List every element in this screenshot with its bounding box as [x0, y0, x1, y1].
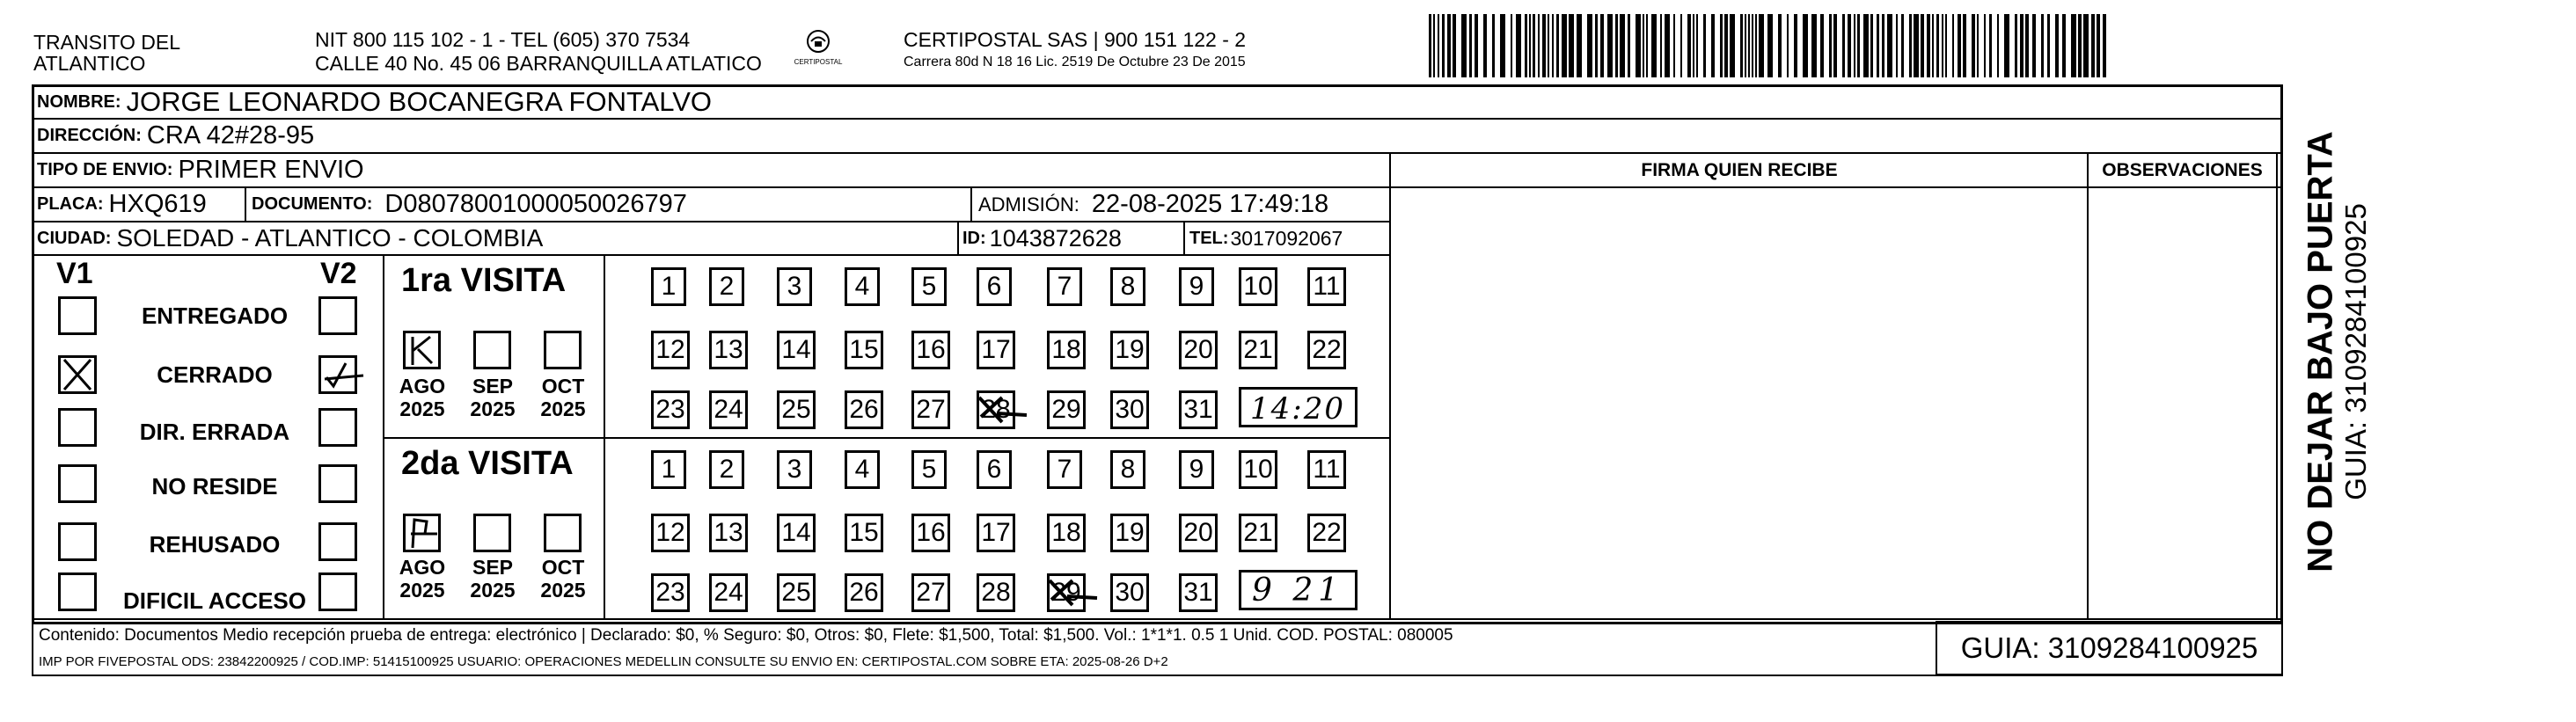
barcode-bar [1909, 14, 1912, 77]
barcode-bar [1651, 14, 1657, 77]
handwritten-check-icon [319, 358, 372, 393]
day-box-30[interactable]: 30 [1110, 390, 1149, 429]
month-checkbox-oct[interactable] [544, 331, 582, 369]
day-box-22[interactable]: 22 [1307, 514, 1346, 552]
barcode-bar [1952, 14, 1954, 77]
col-divider [2087, 152, 2089, 620]
barcode-bar [1724, 14, 1728, 77]
day-box-2[interactable]: 2 [709, 267, 744, 306]
col-divider [2276, 152, 2278, 620]
certipostal-logo-text: CERTIPOSTAL [794, 58, 843, 66]
admision-label: ADMISIÓN: [978, 193, 1079, 215]
handwritten-mark-icon [976, 390, 1028, 429]
barcode-bar [1429, 14, 1431, 77]
barcode-bar [1620, 14, 1625, 77]
first-visit-title: 1ra VISITA [401, 262, 567, 299]
direccion-row [37, 120, 314, 152]
placa-value: HXQ619 [108, 190, 207, 218]
status-label: ENTREGADO [141, 303, 289, 329]
barcode-bar [1748, 14, 1750, 77]
x-mark-icon [61, 358, 94, 391]
day-box-29[interactable]: 29 [1047, 573, 1086, 612]
col-divider [1389, 152, 1391, 620]
day-box-26[interactable]: 26 [845, 573, 883, 612]
day-box-28[interactable]: 28 [977, 390, 1015, 429]
barcode-bar [2097, 14, 2100, 77]
day-box-5[interactable]: 5 [911, 450, 947, 489]
barcode-bar [1525, 14, 1527, 77]
barcode-bar [1857, 14, 1860, 77]
day-box-10[interactable]: 10 [1239, 267, 1277, 306]
footer-bottom-line [32, 675, 2283, 676]
day-box-9[interactable]: 9 [1179, 267, 1214, 306]
footer-guia: GUIA: 3109284100925 [1960, 631, 2258, 664]
barcode-bar [1778, 14, 1782, 77]
certipostal-info [904, 28, 1246, 73]
day-box-6[interactable]: 6 [977, 450, 1012, 489]
barcode-bar [1665, 14, 1670, 77]
day-box-18[interactable]: 18 [1047, 514, 1086, 552]
barcode-bar [1932, 14, 1934, 77]
day-box-31[interactable]: 31 [1179, 390, 1218, 429]
day-box-23[interactable]: 23 [651, 573, 690, 612]
address-line: CALLE 40 No. 45 06 BARRANQUILLA ATLATICO [315, 52, 762, 75]
tipo-envio-label: TIPO DE ENVIO: [37, 160, 173, 179]
barcode-bar [1433, 14, 1435, 77]
certipostal-logo [787, 26, 849, 69]
barcode-bar [2025, 14, 2029, 77]
documento-label: DOCUMENTO: [252, 194, 373, 214]
barcode-bar [1833, 14, 1837, 77]
imp-line: IMP POR FIVEPOSTAL ODS: 23842200925 / COD.IMP: 51415100925 USUARIO: OPERACIONES MEDELLIN CONSULTE SU ENVIO EN: CERTIPOSTAL.COM SOBRE ETA: 2025-08-26 D+2 [39, 654, 1168, 669]
day-box-18[interactable]: 18 [1047, 331, 1086, 369]
tipo-envio-value: PRIMER ENVIO [178, 156, 364, 184]
barcode-bar [1660, 14, 1662, 77]
barcode-bar [1963, 14, 1966, 77]
barcode-bar [1787, 14, 1789, 77]
col-divider [957, 221, 959, 254]
barcode-bar [1442, 14, 1445, 77]
v2-checkbox[interactable] [318, 522, 357, 561]
barcode-bar [2055, 14, 2059, 77]
barcode-bar [1958, 14, 1961, 77]
barcode-bar [1829, 14, 1832, 77]
barcode [1427, 14, 2115, 77]
day-box-26[interactable]: 26 [845, 390, 883, 429]
barcode-bar [1901, 14, 1904, 77]
day-box-20[interactable]: 20 [1179, 514, 1218, 552]
first-visit-time: 14:20 [1250, 391, 1345, 427]
barcode-bar [1469, 14, 1472, 77]
month-label [537, 375, 589, 420]
barcode-bar [2062, 14, 2066, 77]
month-label [466, 375, 519, 420]
documento-cell [252, 188, 687, 221]
day-box-7[interactable]: 7 [1047, 267, 1082, 306]
day-box-21[interactable]: 21 [1239, 331, 1277, 369]
barcode-bar [1643, 14, 1644, 77]
first-visit-time-box[interactable] [1239, 387, 1358, 427]
month-year: 2025 [540, 397, 586, 420]
month-checkbox-ago-checked[interactable] [403, 331, 441, 369]
status-label: DIR. ERRADA [139, 419, 290, 445]
tel-value: 3017092067 [1230, 226, 1343, 250]
month-name: OCT [541, 375, 585, 397]
barcode-bar [1542, 14, 1546, 77]
barcode-bar [1740, 14, 1743, 77]
barcode-bar [1972, 14, 1975, 77]
placa-label: PLACA: [37, 194, 104, 214]
barcode-bar [1887, 14, 1892, 77]
barcode-bar [1977, 14, 1979, 77]
v1-label: V1 [56, 257, 93, 290]
barcode-bar [1848, 14, 1851, 77]
day-box-15[interactable]: 15 [845, 514, 883, 552]
id-value: 1043872628 [989, 224, 1122, 252]
barcode-bar [1945, 14, 1947, 77]
day-box-19[interactable]: 19 [1110, 514, 1149, 552]
barcode-bar [1587, 14, 1592, 77]
v2-checkbox[interactable] [318, 572, 357, 611]
ciudad-value: SOLEDAD - ATLANTICO - COLOMBIA [116, 224, 544, 252]
resolution-line: Carrera 80d N 18 16 Lic. 2519 De Octubre 23 De 2015 [904, 55, 1246, 69]
barcode-bar [1595, 14, 1598, 77]
barcode-bar [1500, 14, 1505, 77]
day-box-25[interactable]: 25 [777, 573, 816, 612]
company-name-line1: TRANSITO DEL [33, 31, 180, 54]
barcode-bar [1854, 14, 1855, 77]
second-visit-time-box[interactable] [1239, 570, 1358, 610]
barcode-bar [1989, 14, 1992, 77]
documento-value: D08078001000050026797 [384, 190, 687, 218]
barcode-bar [1492, 14, 1495, 77]
day-box-20[interactable]: 20 [1179, 331, 1218, 369]
barcode-bar [2047, 14, 2050, 77]
barcode-bar [1767, 14, 1773, 77]
month-name: AGO [399, 556, 446, 579]
barcode-bar [1820, 14, 1824, 77]
barcode-bar [1461, 14, 1467, 77]
v2-checkbox-checked[interactable] [318, 355, 357, 394]
barcode-bar [1693, 14, 1694, 77]
nombre-label: NOMBRE: [37, 91, 121, 112]
barcode-bar [1730, 14, 1735, 77]
handwritten-mark-icon [1046, 573, 1099, 612]
barcode-bar [1720, 14, 1723, 77]
id-label: ID: [962, 228, 986, 248]
month-year: 2025 [470, 397, 516, 420]
day-box-4[interactable]: 4 [845, 267, 880, 306]
barcode-bar [1453, 14, 1456, 77]
barcode-bar [2015, 14, 2017, 77]
barcode-bar [1673, 14, 1675, 77]
barcode-bar [1870, 14, 1873, 77]
day-box-31[interactable]: 31 [1179, 573, 1218, 612]
month-year: 2025 [399, 579, 445, 602]
day-box-8[interactable]: 8 [1110, 450, 1145, 489]
col-divider [970, 186, 972, 221]
day-box-17[interactable]: 17 [977, 331, 1015, 369]
day-box-30[interactable]: 30 [1110, 573, 1149, 612]
barcode-bar [1562, 14, 1567, 77]
month-name: AGO [399, 375, 446, 397]
barcode-bar [2020, 14, 2023, 77]
barcode-bar [1552, 14, 1554, 77]
v2-checkbox[interactable] [318, 408, 357, 447]
day-box-17[interactable]: 17 [977, 514, 1015, 552]
day-box-4[interactable]: 4 [845, 450, 880, 489]
col-divider [245, 186, 246, 221]
day-box-15[interactable]: 15 [845, 331, 883, 369]
placa-cell [37, 188, 207, 221]
barcode-bar [1577, 14, 1582, 77]
second-visit-time: 9 21 [1252, 572, 1344, 609]
barcode-bar [1447, 14, 1451, 77]
footer-left-line [32, 618, 33, 676]
day-box-5[interactable]: 5 [911, 267, 947, 306]
day-box-19[interactable]: 19 [1110, 331, 1149, 369]
month-label [466, 556, 519, 602]
barcode-bar [1538, 14, 1540, 77]
barcode-bar [1863, 14, 1869, 77]
barcode-bar [1842, 14, 1845, 77]
tipo-envio-row [37, 154, 364, 186]
barcode-bar [1811, 14, 1817, 77]
barcode-bar [1703, 14, 1706, 77]
month-name: SEP [472, 556, 514, 579]
barcode-bar [2004, 14, 2009, 77]
ciudad-cell [37, 222, 543, 254]
v2-checkbox[interactable] [318, 464, 357, 503]
barcode-bar [1896, 14, 1898, 77]
month-checkbox-sep[interactable] [473, 331, 511, 369]
barcode-bar [1882, 14, 1884, 77]
month-year: 2025 [540, 579, 586, 602]
barcode-bar [1997, 14, 1999, 77]
admision-value: 22-08-2025 17:49:18 [1091, 190, 1329, 218]
day-box-1[interactable]: 1 [651, 267, 686, 306]
status-label: DIFICIL ACCESO [122, 587, 306, 614]
barcode-bar [1516, 14, 1521, 77]
month-year: 2025 [399, 397, 445, 420]
tel-cell [1189, 222, 1343, 254]
barcode-bar [1711, 14, 1715, 77]
direccion-label: DIRECCIÓN: [37, 126, 142, 145]
month-label [396, 375, 449, 420]
v1-checkbox-checked[interactable] [58, 355, 97, 394]
day-box-24[interactable]: 24 [709, 390, 748, 429]
barcode-bar [1438, 14, 1439, 77]
day-box-3[interactable]: 3 [777, 450, 812, 489]
day-box-16[interactable]: 16 [911, 331, 950, 369]
day-box-23[interactable]: 23 [651, 390, 690, 429]
day-box-2[interactable]: 2 [709, 450, 744, 489]
barcode-bar [1696, 14, 1698, 77]
barcode-bar [1942, 14, 1943, 77]
barcode-bar [2091, 14, 2095, 77]
handwritten-mark-icon [406, 333, 441, 368]
day-box-1[interactable]: 1 [651, 450, 686, 489]
month-checkbox-sep[interactable] [473, 514, 511, 552]
v2-label: V2 [320, 257, 357, 290]
barcode-bar [2041, 14, 2044, 77]
v1-checkbox[interactable] [58, 572, 97, 611]
barcode-bar [1759, 14, 1764, 77]
v1-checkbox[interactable] [58, 296, 97, 335]
day-box-7[interactable]: 7 [1047, 450, 1082, 489]
barcode-bar [1936, 14, 1939, 77]
barcode-bar [1927, 14, 1930, 77]
month-year: 2025 [470, 579, 516, 602]
day-box-14[interactable]: 14 [777, 331, 816, 369]
day-box-9[interactable]: 9 [1179, 450, 1214, 489]
day-box-3[interactable]: 3 [777, 267, 812, 306]
ciudad-label: CIUDAD: [37, 228, 112, 248]
barcode-bar [1607, 14, 1613, 77]
nit-line: NIT 800 115 102 - 1 - TEL (605) 370 7534 [315, 28, 691, 51]
day-box-13[interactable]: 13 [709, 331, 748, 369]
barcode-bar [2078, 14, 2082, 77]
v1-checkbox[interactable] [58, 464, 97, 503]
row-divider [32, 254, 1390, 256]
day-box-27[interactable]: 27 [911, 390, 950, 429]
day-box-12[interactable]: 12 [651, 514, 690, 552]
col-divider [604, 254, 605, 620]
barcode-bar [1687, 14, 1691, 77]
month-label [537, 556, 589, 602]
status-label: CERRADO [157, 361, 273, 388]
barcode-bar [1877, 14, 1879, 77]
barcode-bar [1569, 14, 1574, 77]
month-label [396, 556, 449, 602]
id-cell [962, 222, 1122, 254]
col-divider [1183, 221, 1185, 254]
certipostal-line: CERTIPOSTAL SAS | 900 151 122 - 2 [904, 28, 1247, 51]
barcode-bar [1914, 14, 1919, 77]
status-label: NO RESIDE [151, 473, 278, 500]
row-divider [32, 118, 2283, 120]
v2-checkbox[interactable] [318, 296, 357, 335]
barcode-bar [1615, 14, 1618, 77]
col-divider [383, 254, 384, 620]
barcode-bar [2103, 14, 2106, 77]
tel-label: TEL: [1189, 228, 1229, 248]
company-name-line2: ATLANTICO [33, 52, 146, 75]
nombre-row [37, 86, 712, 118]
side-guia: GUIA: 3109284100925 [2339, 203, 2372, 500]
observaciones-header: OBSERVACIONES [2102, 160, 2263, 180]
v1-checkbox[interactable] [58, 522, 97, 561]
day-box-8[interactable]: 8 [1110, 267, 1145, 306]
barcode-bar [1483, 14, 1487, 77]
day-box-21[interactable]: 21 [1239, 514, 1277, 552]
company-contact [315, 28, 762, 76]
barcode-bar [1636, 14, 1641, 77]
month-name: SEP [472, 375, 514, 397]
barcode-bar [1646, 14, 1648, 77]
barcode-bar [2083, 14, 2089, 77]
barcode-bar [1475, 14, 1478, 77]
day-box-29[interactable]: 29 [1047, 390, 1086, 429]
barcode-bar [1556, 14, 1559, 77]
barcode-bar [1745, 14, 1746, 77]
handwritten-mark-icon [406, 516, 441, 551]
barcode-bar [1803, 14, 1808, 77]
status-label: REHUSADO [149, 531, 281, 558]
barcode-bar [1511, 14, 1512, 77]
barcode-bar [1752, 14, 1753, 77]
day-box-24[interactable]: 24 [709, 573, 748, 612]
day-box-25[interactable]: 25 [777, 390, 816, 429]
barcode-bar [1794, 14, 1797, 77]
barcode-bar [1533, 14, 1535, 77]
footer-right-line [2281, 618, 2283, 676]
company-name [33, 32, 180, 74]
direccion-value: CRA 42#28-95 [146, 121, 315, 150]
barcode-bar [2032, 14, 2036, 77]
barcode-bar [1600, 14, 1604, 77]
day-box-16[interactable]: 16 [911, 514, 950, 552]
admision-cell [978, 188, 1328, 221]
firma-header: FIRMA QUIEN RECIBE [1641, 160, 1838, 180]
barcode-bar [1755, 14, 1757, 77]
day-box-13[interactable]: 13 [709, 514, 748, 552]
contenido-line: Contenido: Documentos Medio recepción prueba de entrega: electrónico | Declarado: $0, % Seguro: $0, Otros: $0, Flete: $1,500, Total: $1,500. Vol.: 1*1*1. 0.5 1 Unid. COD. POSTAL: 080005 [39, 626, 1453, 645]
side-vertical-text [2294, 114, 2382, 589]
day-box-11[interactable]: 11 [1307, 450, 1346, 489]
month-checkbox-oct[interactable] [544, 514, 582, 552]
barcode-bar [1921, 14, 1924, 77]
v1-checkbox[interactable] [58, 408, 97, 447]
row-divider [32, 618, 2283, 620]
barcode-bar [2071, 14, 2076, 77]
no-dejar-warning: NO DEJAR BAJO PUERTA [2301, 131, 2340, 572]
barcode-bar [1984, 14, 1986, 77]
barcode-bar [1628, 14, 1630, 77]
day-box-10[interactable]: 10 [1239, 450, 1277, 489]
barcode-bar [1680, 14, 1682, 77]
row-divider [384, 437, 1390, 439]
barcode-bar [1529, 14, 1531, 77]
day-box-22[interactable]: 22 [1307, 331, 1346, 369]
month-checkbox-ago-checked[interactable] [403, 514, 441, 552]
barcode-bar [1548, 14, 1549, 77]
day-box-14[interactable]: 14 [777, 514, 816, 552]
day-box-27[interactable]: 27 [911, 573, 950, 612]
day-box-6[interactable]: 6 [977, 267, 1012, 306]
day-box-28[interactable]: 28 [977, 573, 1015, 612]
nombre-value: JORGE LEONARDO BOCANEGRA FONTALVO [126, 86, 713, 117]
second-visit-title: 2da VISITA [401, 445, 574, 482]
month-name: OCT [541, 556, 585, 579]
day-box-12[interactable]: 12 [651, 331, 690, 369]
day-box-11[interactable]: 11 [1307, 267, 1346, 306]
